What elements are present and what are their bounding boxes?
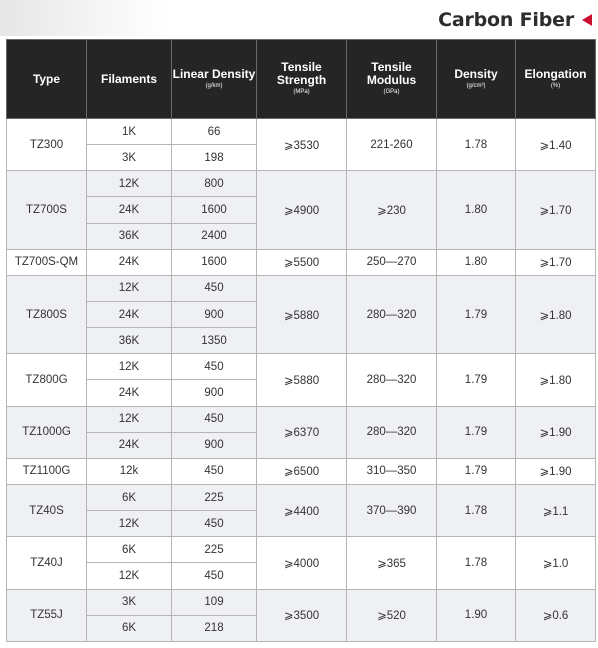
column-header-label: Density — [454, 66, 498, 81]
tensile-modulus-cell: 370—390 — [347, 484, 437, 536]
tensile-modulus-cell: ⩾520 — [347, 589, 437, 641]
table-row — [7, 275, 596, 301]
filaments-cell: 24K — [87, 301, 172, 327]
table-row — [7, 484, 596, 510]
filaments-cell: 24K — [87, 432, 172, 458]
density-cell: 1.79 — [437, 458, 516, 484]
table-row — [7, 249, 596, 275]
elongation-cell: ⩾1.80 — [516, 275, 596, 353]
linear-density-cell: 225 — [172, 484, 257, 510]
column-header-unit: (GPa) — [383, 89, 400, 95]
filaments-cell: 12k — [87, 458, 172, 484]
linear-density-cell: 218 — [172, 615, 257, 641]
column-header-label: Linear Density — [172, 66, 256, 81]
tensile-strength-cell: ⩾4400 — [257, 484, 347, 536]
density-cell: 1.90 — [437, 589, 516, 641]
linear-density-cell: 900 — [172, 432, 257, 458]
table-row — [7, 354, 596, 380]
tensile-strength-cell: ⩾5880 — [257, 354, 347, 406]
linear-density-cell: 1600 — [172, 197, 257, 223]
linear-density-cell: 66 — [172, 119, 257, 145]
filaments-cell: 12K — [87, 354, 172, 380]
tensile-modulus-cell: 280—320 — [347, 275, 437, 353]
type-cell: TZ700S-QM — [7, 249, 87, 275]
column-header-tensile-strength — [257, 40, 347, 119]
density-cell: 1.79 — [437, 406, 516, 458]
type-cell: TZ1000G — [7, 406, 87, 458]
triangle-left-icon — [582, 14, 592, 26]
column-header-linear-density — [172, 40, 257, 119]
type-cell: TZ40J — [7, 537, 87, 589]
type-cell: TZ700S — [7, 171, 87, 249]
filaments-cell: 24K — [87, 249, 172, 275]
elongation-cell: ⩾0.6 — [516, 589, 596, 641]
column-header-label: Filaments — [100, 71, 157, 86]
tensile-strength-cell: ⩾6370 — [257, 406, 347, 458]
filaments-cell: 36K — [87, 328, 172, 354]
filaments-cell: 1K — [87, 119, 172, 145]
tensile-modulus-cell: 280—320 — [347, 354, 437, 406]
column-header-label: Elongation — [524, 66, 587, 81]
carbon-fiber-spec-table — [6, 39, 596, 642]
filaments-cell: 3K — [87, 589, 172, 615]
type-cell: TZ55J — [7, 589, 87, 641]
linear-density-cell: 2400 — [172, 223, 257, 249]
density-cell: 1.80 — [437, 249, 516, 275]
table-row — [7, 537, 596, 563]
title-bar — [438, 8, 592, 32]
table-row — [7, 589, 596, 615]
elongation-cell: ⩾1.70 — [516, 171, 596, 249]
filaments-cell: 12K — [87, 563, 172, 589]
density-cell: 1.79 — [437, 275, 516, 353]
density-cell: 1.79 — [437, 354, 516, 406]
tensile-modulus-cell: 280—320 — [347, 406, 437, 458]
filaments-cell: 6K — [87, 615, 172, 641]
elongation-cell: ⩾1.40 — [516, 119, 596, 171]
linear-density-cell: 450 — [172, 511, 257, 537]
density-cell: 1.78 — [437, 484, 516, 536]
elongation-cell: ⩾1.1 — [516, 484, 596, 536]
table-row — [7, 119, 596, 145]
elongation-cell: ⩾1.70 — [516, 249, 596, 275]
tensile-strength-cell: ⩾4900 — [257, 171, 347, 249]
filaments-cell: 12K — [87, 275, 172, 301]
table-body — [7, 119, 596, 642]
density-cell: 1.80 — [437, 171, 516, 249]
filaments-cell: 12K — [87, 171, 172, 197]
filaments-cell: 6K — [87, 484, 172, 510]
column-header-label: Type — [32, 71, 61, 86]
tensile-strength-cell: ⩾3530 — [257, 119, 347, 171]
linear-density-cell: 1350 — [172, 328, 257, 354]
type-cell: TZ800G — [7, 354, 87, 406]
linear-density-cell: 900 — [172, 301, 257, 327]
filaments-cell: 3K — [87, 145, 172, 171]
linear-density-cell: 1600 — [172, 249, 257, 275]
column-header-unit: (g/km) — [205, 82, 223, 89]
type-cell: TZ40S — [7, 484, 87, 536]
corner-gradient — [0, 0, 170, 36]
column-header-unit: (g/cm³) — [466, 82, 486, 89]
column-header-elongation — [516, 40, 596, 119]
elongation-cell: ⩾1.90 — [516, 406, 596, 458]
header-row — [7, 40, 596, 119]
tensile-strength-cell: ⩾3500 — [257, 589, 347, 641]
column-header-filaments — [87, 40, 172, 119]
elongation-cell: ⩾1.0 — [516, 537, 596, 589]
filaments-cell: 12K — [87, 406, 172, 432]
tensile-modulus-cell: ⩾230 — [347, 171, 437, 249]
linear-density-cell: 450 — [172, 406, 257, 432]
type-cell: TZ1100G — [7, 458, 87, 484]
tensile-modulus-cell: ⩾365 — [347, 537, 437, 589]
linear-density-cell: 450 — [172, 354, 257, 380]
type-cell: TZ300 — [7, 119, 87, 171]
linear-density-cell: 198 — [172, 145, 257, 171]
linear-density-cell: 450 — [172, 275, 257, 301]
filaments-cell: 6K — [87, 537, 172, 563]
table-row — [7, 458, 596, 484]
linear-density-cell: 109 — [172, 589, 257, 615]
column-header-type — [7, 40, 87, 119]
density-cell: 1.78 — [437, 119, 516, 171]
column-header-density — [437, 40, 516, 119]
filaments-cell: 36K — [87, 223, 172, 249]
tensile-modulus-cell: 310—350 — [347, 458, 437, 484]
linear-density-cell: 900 — [172, 380, 257, 406]
filaments-cell: 24K — [87, 197, 172, 223]
table-row — [7, 406, 596, 432]
linear-density-cell: 450 — [172, 563, 257, 589]
elongation-cell: ⩾1.90 — [516, 458, 596, 484]
column-header-tensile-modulus — [347, 40, 437, 119]
column-header-unit: (%) — [550, 82, 561, 89]
tensile-modulus-cell: 250—270 — [347, 249, 437, 275]
elongation-cell: ⩾1.80 — [516, 354, 596, 406]
column-header-label: Tensile Strength — [276, 60, 327, 87]
table-row — [7, 171, 596, 197]
tensile-modulus-cell: 221-260 — [347, 119, 437, 171]
filaments-cell: 12K — [87, 511, 172, 537]
column-header-label: Tensile Modulus — [366, 60, 417, 87]
linear-density-cell: 450 — [172, 458, 257, 484]
filaments-cell: 24K — [87, 380, 172, 406]
column-header-unit: (MPa) — [293, 89, 310, 95]
linear-density-cell: 225 — [172, 537, 257, 563]
tensile-strength-cell: ⩾6500 — [257, 458, 347, 484]
tensile-strength-cell: ⩾5880 — [257, 275, 347, 353]
type-cell: TZ800S — [7, 275, 87, 353]
density-cell: 1.78 — [437, 537, 516, 589]
tensile-strength-cell: ⩾5500 — [257, 249, 347, 275]
tensile-strength-cell: ⩾4000 — [257, 537, 347, 589]
linear-density-cell: 800 — [172, 171, 257, 197]
page-title: Carbon Fiber — [438, 9, 574, 31]
